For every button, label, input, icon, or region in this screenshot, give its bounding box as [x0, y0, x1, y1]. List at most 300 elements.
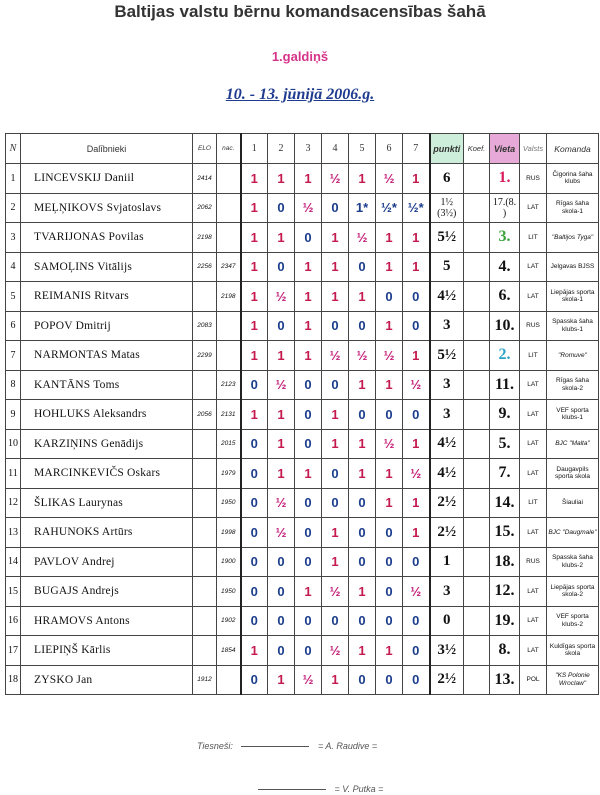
col-header-koef: Koef. — [464, 134, 490, 164]
table-row — [6, 223, 599, 253]
round-result: 0 — [241, 429, 268, 459]
round-result: 1 — [376, 252, 403, 282]
elo-value: 2256 — [193, 252, 217, 282]
event-dates: 10. - 13. jūnijā 2006.g. — [225, 86, 375, 103]
round-result: 1 — [349, 164, 376, 194]
round-result: 1 — [322, 282, 349, 312]
table-row — [6, 429, 599, 459]
round-result: 0 — [322, 488, 349, 518]
row-number: 12 — [6, 488, 21, 518]
col-header-country: Valsts — [520, 134, 547, 164]
points-value: 2½ — [430, 488, 464, 518]
round-result: 1 — [322, 518, 349, 548]
points-value: 3½ — [430, 636, 464, 666]
team-value: Rīgas šaha skola-1 — [547, 193, 599, 223]
team-value: "KS Polonie Wroclaw" — [547, 665, 599, 695]
row-number: 14 — [6, 547, 21, 577]
place-value: 11. — [490, 370, 520, 400]
round-result: 1 — [403, 518, 430, 548]
table-row — [6, 518, 599, 548]
row-number: 9 — [6, 400, 21, 430]
round-result: 1 — [376, 370, 403, 400]
player-name: PAVLOV Andrej — [21, 547, 193, 577]
round-result: ½ — [403, 577, 430, 607]
elo-value — [193, 606, 217, 636]
country-value: LIT — [520, 341, 547, 371]
points-value: 1½ (3½) — [430, 193, 464, 223]
country-value: RUS — [520, 164, 547, 194]
round-result: 0 — [403, 606, 430, 636]
round-result: 0 — [268, 193, 295, 223]
points-value: 3 — [430, 370, 464, 400]
col-header-player: Dalībnieki — [21, 134, 193, 164]
round-result: 0 — [349, 665, 376, 695]
place-value: 5. — [490, 429, 520, 459]
round-result: 1 — [268, 429, 295, 459]
elo-value — [193, 547, 217, 577]
round-result: ½ — [295, 665, 322, 695]
round-result: 1 — [241, 252, 268, 282]
team-value: BJC "Daugmale" — [547, 518, 599, 548]
round-result: 1 — [268, 665, 295, 695]
round-result: 1 — [268, 459, 295, 489]
player-name: HRAMOVS Antons — [21, 606, 193, 636]
round-result: 1 — [322, 223, 349, 253]
country-value: LAT — [520, 400, 547, 430]
header-row — [6, 134, 599, 164]
koef-cell — [464, 282, 490, 312]
row-number: 18 — [6, 665, 21, 695]
country-value: LIT — [520, 223, 547, 253]
country-value: LAT — [520, 252, 547, 282]
round-result: 1 — [241, 311, 268, 341]
nac-value: 1854 — [217, 636, 241, 666]
table-row — [6, 282, 599, 312]
points-value: 6 — [430, 164, 464, 194]
round-result: 1 — [376, 488, 403, 518]
table-row — [6, 459, 599, 489]
nac-value: 1998 — [217, 518, 241, 548]
player-name: KANTĀNS Toms — [21, 370, 193, 400]
row-number: 7 — [6, 341, 21, 371]
round-result: 0 — [376, 665, 403, 695]
country-value: RUS — [520, 547, 547, 577]
elo-value: 2299 — [193, 341, 217, 371]
table-row — [6, 577, 599, 607]
round-result: 0 — [295, 370, 322, 400]
round-result: 1 — [241, 400, 268, 430]
points-value: 5½ — [430, 223, 464, 253]
koef-cell — [464, 665, 490, 695]
player-name: TVARIJONAS Povilas — [21, 223, 193, 253]
round-result: 0 — [241, 459, 268, 489]
round-result: 1 — [376, 636, 403, 666]
round-result: 1 — [295, 164, 322, 194]
round-result: 1 — [376, 459, 403, 489]
round-result: 1 — [376, 311, 403, 341]
round-result: 1 — [322, 665, 349, 695]
round-result: 1 — [403, 488, 430, 518]
koef-cell — [464, 164, 490, 194]
points-value: 1 — [430, 547, 464, 577]
points-value: 4½ — [430, 429, 464, 459]
col-header-round: 4 — [322, 134, 349, 164]
round-result: 0 — [295, 518, 322, 548]
country-value: LAT — [520, 606, 547, 636]
round-result: 0 — [295, 400, 322, 430]
team-value: Čigorina šaha klubs — [547, 164, 599, 194]
row-number: 17 — [6, 636, 21, 666]
koef-cell — [464, 488, 490, 518]
round-result: 1 — [241, 223, 268, 253]
board-subtitle: 1.galdiņš — [271, 49, 329, 64]
round-result: 1 — [268, 341, 295, 371]
nac-value: 2123 — [217, 370, 241, 400]
round-result: 1 — [322, 429, 349, 459]
place-value: 4. — [490, 252, 520, 282]
place-value: 2. — [490, 341, 520, 371]
round-result: 1 — [241, 193, 268, 223]
judges-line-1 — [197, 741, 377, 751]
signature-line — [241, 746, 309, 747]
row-number: 10 — [6, 429, 21, 459]
round-result: 0 — [349, 311, 376, 341]
round-result: 0 — [322, 193, 349, 223]
country-value: POL — [520, 665, 547, 695]
points-value: 5½ — [430, 341, 464, 371]
elo-value — [193, 518, 217, 548]
round-result: 0 — [403, 665, 430, 695]
place-value: 17.(8. ) — [490, 193, 520, 223]
round-result: 0 — [349, 518, 376, 548]
round-result: ½ — [376, 341, 403, 371]
round-result: ½ — [349, 341, 376, 371]
round-result: ½ — [376, 164, 403, 194]
koef-cell — [464, 223, 490, 253]
round-result: 0 — [241, 547, 268, 577]
table-row — [6, 370, 599, 400]
round-result: 1 — [376, 223, 403, 253]
koef-cell — [464, 429, 490, 459]
koef-cell — [464, 636, 490, 666]
player-name: NARMONTAS Matas — [21, 341, 193, 371]
country-value: LAT — [520, 282, 547, 312]
round-result: ½ — [322, 577, 349, 607]
col-header-points: punkti — [430, 134, 464, 164]
judge-name: = A. Raudive = — [317, 741, 378, 751]
elo-value — [193, 459, 217, 489]
koef-cell — [464, 577, 490, 607]
round-result: 0 — [295, 606, 322, 636]
round-result: 1 — [349, 429, 376, 459]
round-result: 1 — [403, 429, 430, 459]
koef-cell — [464, 606, 490, 636]
player-name: HOHLUKS Aleksandrs — [21, 400, 193, 430]
round-result: 1 — [295, 252, 322, 282]
round-result: 0 — [403, 282, 430, 312]
player-name: ŠLIKAS Laurynas — [21, 488, 193, 518]
round-result: ½ — [403, 370, 430, 400]
elo-value: 1912 — [193, 665, 217, 695]
round-result: 0 — [241, 488, 268, 518]
row-number: 3 — [6, 223, 21, 253]
nac-value: 2198 — [217, 282, 241, 312]
round-result: 0 — [376, 547, 403, 577]
elo-value — [193, 282, 217, 312]
elo-value — [193, 429, 217, 459]
round-result: 0 — [349, 400, 376, 430]
col-header-round: 5 — [349, 134, 376, 164]
elo-value — [193, 577, 217, 607]
team-value: Spasska šaha klubs-2 — [547, 547, 599, 577]
row-number: 8 — [6, 370, 21, 400]
nac-value: 1950 — [217, 488, 241, 518]
points-value: 4½ — [430, 459, 464, 489]
round-result: 0 — [295, 488, 322, 518]
koef-cell — [464, 459, 490, 489]
round-result: ½ — [322, 636, 349, 666]
page-title: Baltijas valstu bērnu komandsacensības šahā — [114, 2, 486, 21]
points-value: 0 — [430, 606, 464, 636]
round-result: 1 — [295, 282, 322, 312]
player-name: REIMANIS Ritvars — [21, 282, 193, 312]
round-result: 1 — [322, 547, 349, 577]
round-result: 0 — [376, 577, 403, 607]
round-result: 0 — [403, 400, 430, 430]
round-result: 0 — [349, 488, 376, 518]
country-value: RUS — [520, 311, 547, 341]
row-number: 2 — [6, 193, 21, 223]
player-name: MARCINKEVIČS Oskars — [21, 459, 193, 489]
team-value: Liepājas sporta skola-1 — [547, 282, 599, 312]
place-value: 15. — [490, 518, 520, 548]
player-name: RAHUNOKS Artūrs — [21, 518, 193, 548]
elo-value: 2056 — [193, 400, 217, 430]
koef-cell — [464, 370, 490, 400]
team-value: Liepājas sporta skola-2 — [547, 577, 599, 607]
col-header-round: 7 — [403, 134, 430, 164]
player-name: ZYSKO Jan — [21, 665, 193, 695]
nac-value: 1902 — [217, 606, 241, 636]
round-result: 1 — [349, 636, 376, 666]
round-result: ½ — [403, 459, 430, 489]
round-result: 0 — [322, 311, 349, 341]
col-header-n: N — [6, 134, 21, 164]
table-row — [6, 164, 599, 194]
round-result: 0 — [268, 547, 295, 577]
round-result: 0 — [403, 311, 430, 341]
elo-value: 2414 — [193, 164, 217, 194]
round-result: 1 — [349, 370, 376, 400]
team-value: BJC "Malta" — [547, 429, 599, 459]
team-value: VEF sporta klubs-1 — [547, 400, 599, 430]
elo-value — [193, 370, 217, 400]
round-result: 0 — [376, 282, 403, 312]
nac-value — [217, 311, 241, 341]
round-result: 1 — [241, 636, 268, 666]
country-value: LAT — [520, 518, 547, 548]
koef-cell — [464, 341, 490, 371]
koef-cell — [464, 547, 490, 577]
round-result: ½ — [322, 164, 349, 194]
row-number: 4 — [6, 252, 21, 282]
country-value: LAT — [520, 636, 547, 666]
round-result: 0 — [241, 518, 268, 548]
points-value: 3 — [430, 400, 464, 430]
round-result: 1 — [403, 341, 430, 371]
round-result: 0 — [403, 636, 430, 666]
place-value: 6. — [490, 282, 520, 312]
round-result: 1 — [349, 282, 376, 312]
points-value: 5 — [430, 252, 464, 282]
round-result: 0 — [376, 400, 403, 430]
col-header-round: 3 — [295, 134, 322, 164]
round-result: 0 — [322, 606, 349, 636]
points-value: 3 — [430, 577, 464, 607]
player-name: BUGAJS Andrejs — [21, 577, 193, 607]
place-value: 10. — [490, 311, 520, 341]
place-value: 9. — [490, 400, 520, 430]
round-result: 1 — [349, 459, 376, 489]
team-value: VEF sporta klubs-2 — [547, 606, 599, 636]
round-result: ½ — [295, 193, 322, 223]
nac-value: 2131 — [217, 400, 241, 430]
place-value: 18. — [490, 547, 520, 577]
elo-value — [193, 488, 217, 518]
row-number: 16 — [6, 606, 21, 636]
round-result: 0 — [268, 606, 295, 636]
country-value: LAT — [520, 429, 547, 459]
team-value: Kuldīgas sporta skola — [547, 636, 599, 666]
round-result: 1 — [295, 459, 322, 489]
koef-cell — [464, 400, 490, 430]
round-result: 1 — [403, 164, 430, 194]
table-row — [6, 400, 599, 430]
table-row — [6, 488, 599, 518]
table-row — [6, 341, 599, 371]
place-value: 12. — [490, 577, 520, 607]
country-value: LIT — [520, 488, 547, 518]
round-result: 1 — [241, 164, 268, 194]
round-result: 1 — [322, 252, 349, 282]
round-result: 1 — [268, 400, 295, 430]
round-result: 0 — [322, 370, 349, 400]
nac-value — [217, 665, 241, 695]
round-result: 0 — [241, 606, 268, 636]
round-result: 1 — [403, 252, 430, 282]
round-result: ½* — [403, 193, 430, 223]
round-result: 0 — [268, 636, 295, 666]
judges-label: Tiesneši: — [197, 741, 233, 751]
round-result: 0 — [349, 547, 376, 577]
judge-name: = V. Putka = — [334, 784, 384, 794]
round-result: 1 — [241, 282, 268, 312]
place-value: 1. — [490, 164, 520, 194]
koef-cell — [464, 311, 490, 341]
nac-value — [217, 164, 241, 194]
round-result: 0 — [268, 311, 295, 341]
round-result: ½ — [268, 282, 295, 312]
round-result: 0 — [403, 547, 430, 577]
nac-value: 1900 — [217, 547, 241, 577]
elo-value: 2083 — [193, 311, 217, 341]
row-number: 15 — [6, 577, 21, 607]
round-result: 1 — [295, 341, 322, 371]
row-number: 5 — [6, 282, 21, 312]
points-value: 4½ — [430, 282, 464, 312]
round-result: ½ — [268, 488, 295, 518]
round-result: 0 — [241, 370, 268, 400]
round-result: 1* — [349, 193, 376, 223]
nac-value: 1979 — [217, 459, 241, 489]
player-name: KARZIŅINS Genādijs — [21, 429, 193, 459]
row-number: 6 — [6, 311, 21, 341]
table-row — [6, 547, 599, 577]
col-header-team: Komanda — [547, 134, 599, 164]
nac-value — [217, 223, 241, 253]
signature-line — [258, 789, 326, 790]
round-result: 0 — [241, 665, 268, 695]
team-value: Daugavpils sporta skola — [547, 459, 599, 489]
koef-cell — [464, 193, 490, 223]
round-result: 0 — [295, 429, 322, 459]
row-number: 1 — [6, 164, 21, 194]
round-result: 0 — [268, 577, 295, 607]
country-value: LAT — [520, 193, 547, 223]
round-result: 1 — [295, 311, 322, 341]
place-value: 13. — [490, 665, 520, 695]
round-result: ½ — [268, 518, 295, 548]
nac-value — [217, 193, 241, 223]
round-result: ½ — [376, 429, 403, 459]
points-value: 2½ — [430, 518, 464, 548]
row-number: 11 — [6, 459, 21, 489]
round-result: ½ — [322, 341, 349, 371]
judges-line-2 — [252, 784, 383, 794]
col-header-place: Vieta — [490, 134, 520, 164]
country-value: LAT — [520, 577, 547, 607]
team-value: Jelgavas BJSS — [547, 252, 599, 282]
round-result: ½ — [349, 223, 376, 253]
points-value: 2½ — [430, 665, 464, 695]
round-result: 1 — [295, 577, 322, 607]
col-header-elo: ELO — [193, 134, 217, 164]
place-value: 8. — [490, 636, 520, 666]
nac-value: 2015 — [217, 429, 241, 459]
nac-value — [217, 341, 241, 371]
table-row — [6, 636, 599, 666]
round-result: 0 — [295, 547, 322, 577]
elo-value — [193, 636, 217, 666]
table-row — [6, 665, 599, 695]
place-value: 3. — [490, 223, 520, 253]
koef-cell — [464, 252, 490, 282]
player-name: MEĻŅIKOVS Svjatoslavs — [21, 193, 193, 223]
round-result: 1 — [241, 341, 268, 371]
points-value: 3 — [430, 311, 464, 341]
round-result: 0 — [322, 459, 349, 489]
round-result: ½ — [268, 370, 295, 400]
koef-cell — [464, 518, 490, 548]
place-value: 7. — [490, 459, 520, 489]
round-result: ½* — [376, 193, 403, 223]
table-row — [6, 193, 599, 223]
player-name: POPOV Dmitrij — [21, 311, 193, 341]
round-result: 0 — [376, 606, 403, 636]
col-header-nac: nac. — [217, 134, 241, 164]
round-result: 1 — [349, 577, 376, 607]
round-result: 1 — [403, 223, 430, 253]
